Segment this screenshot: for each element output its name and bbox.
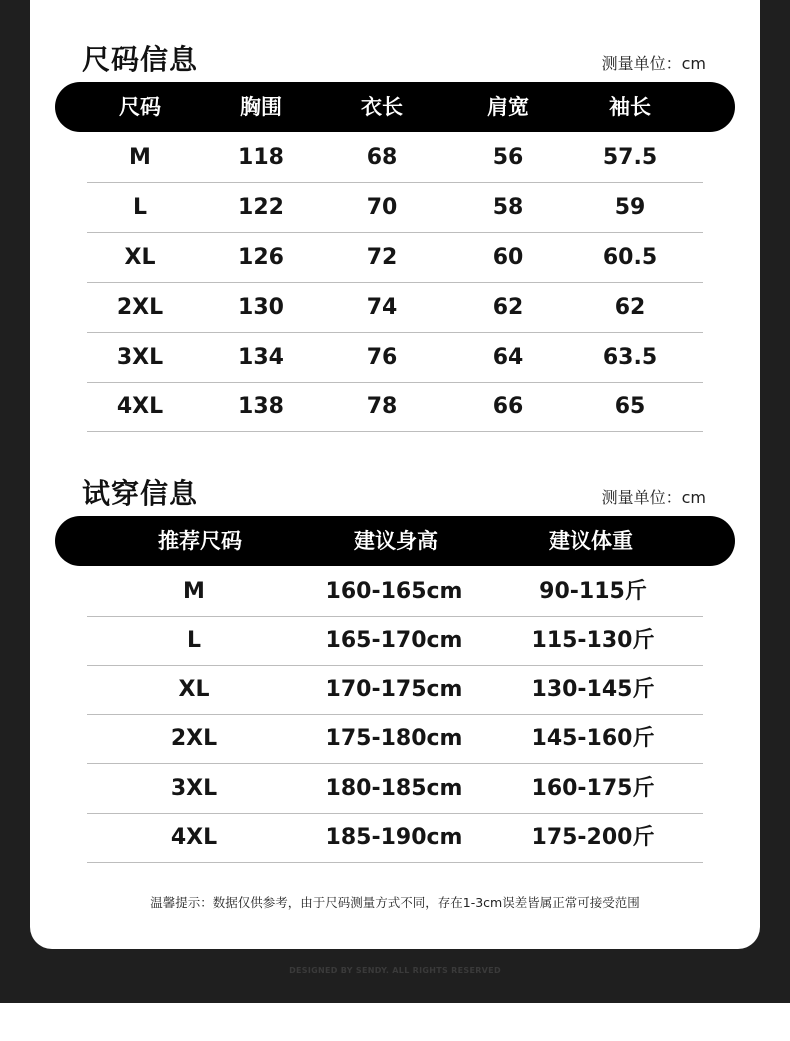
shoulder-cell: 58 <box>492 195 524 220</box>
length-cell: 70 <box>366 195 398 220</box>
recommended-size-cell: 3XL <box>170 776 218 801</box>
fit-section-title: 试穿信息 <box>82 477 199 510</box>
table-row <box>87 713 703 764</box>
table-row <box>87 664 703 715</box>
recommended-size-cell: 2XL <box>170 726 218 751</box>
size-section-title: 尺码信息 <box>82 43 199 76</box>
fit-unit-label: 测量单位：cm <box>601 488 706 507</box>
table-row <box>87 381 703 432</box>
table-row <box>87 132 703 183</box>
table-row <box>87 763 703 814</box>
size-cell: 2XL <box>116 295 164 320</box>
size-table-header <box>55 82 735 132</box>
sleeve-cell: 60.5 <box>602 245 658 270</box>
chest-cell: 130 <box>238 295 284 320</box>
height-cell: 175-180cm <box>325 726 463 751</box>
size-cell: XL <box>124 245 156 270</box>
table-row <box>87 332 703 383</box>
recommended-size-cell: M <box>183 579 205 604</box>
table-row <box>87 812 703 863</box>
chest-cell: 118 <box>238 145 284 170</box>
chest-cell: 134 <box>238 345 284 370</box>
chest-cell: 138 <box>238 394 284 419</box>
weight-cell: 175-200斤 <box>531 825 655 850</box>
shoulder-cell: 62 <box>492 295 524 320</box>
weight-cell: 90-115斤 <box>539 579 647 604</box>
fit-table-header <box>55 516 735 566</box>
size-cell: 4XL <box>116 394 164 419</box>
fit-header-size: 推荐尺码 <box>158 529 242 553</box>
size-header-length: 衣长 <box>361 95 403 119</box>
table-row <box>87 566 703 617</box>
size-header-chest: 胸围 <box>240 95 282 119</box>
sleeve-cell: 59 <box>614 195 646 220</box>
copyright-footer: DESIGNED BY SENDY. ALL RIGHTS RESERVED <box>289 966 501 975</box>
fit-header-height: 建议身高 <box>354 529 438 553</box>
height-cell: 180-185cm <box>325 776 463 801</box>
sleeve-cell: 62 <box>614 295 646 320</box>
height-cell: 165-170cm <box>325 628 463 653</box>
length-cell: 74 <box>366 295 398 320</box>
weight-cell: 160-175斤 <box>531 776 655 801</box>
height-cell: 170-175cm <box>325 677 463 702</box>
shoulder-cell: 60 <box>492 245 524 270</box>
table-row <box>87 182 703 233</box>
size-header-shoulder: 肩宽 <box>487 95 529 119</box>
length-cell: 68 <box>366 145 398 170</box>
recommended-size-cell: XL <box>178 677 210 702</box>
height-cell: 185-190cm <box>325 825 463 850</box>
recommended-size-cell: 4XL <box>170 825 218 850</box>
sleeve-cell: 63.5 <box>602 345 658 370</box>
size-cell: M <box>129 145 151 170</box>
weight-cell: 115-130斤 <box>531 628 655 653</box>
length-cell: 72 <box>366 245 398 270</box>
chest-cell: 122 <box>238 195 284 220</box>
fit-header-weight: 建议体重 <box>549 529 633 553</box>
shoulder-cell: 64 <box>492 345 524 370</box>
size-cell: 3XL <box>116 345 164 370</box>
weight-cell: 145-160斤 <box>531 726 655 751</box>
chest-cell: 126 <box>238 245 284 270</box>
size-header-size: 尺码 <box>119 95 161 119</box>
size-cell: L <box>132 195 148 220</box>
table-row <box>87 282 703 333</box>
shoulder-cell: 56 <box>492 145 524 170</box>
table-row <box>87 232 703 283</box>
height-cell: 160-165cm <box>325 579 463 604</box>
shoulder-cell: 66 <box>492 394 524 419</box>
length-cell: 78 <box>366 394 398 419</box>
sleeve-cell: 65 <box>614 394 646 419</box>
table-row <box>87 615 703 666</box>
sleeve-cell: 57.5 <box>602 145 658 170</box>
disclaimer-note: 温馨提示：数据仅供参考，由于尺码测量方式不同，存在1-3cm误差皆属正常可接受范围 <box>150 895 640 910</box>
size-unit-label: 测量单位：cm <box>601 54 706 73</box>
length-cell: 76 <box>366 345 398 370</box>
weight-cell: 130-145斤 <box>531 677 655 702</box>
recommended-size-cell: L <box>186 628 202 653</box>
size-header-sleeve: 袖长 <box>609 95 651 119</box>
